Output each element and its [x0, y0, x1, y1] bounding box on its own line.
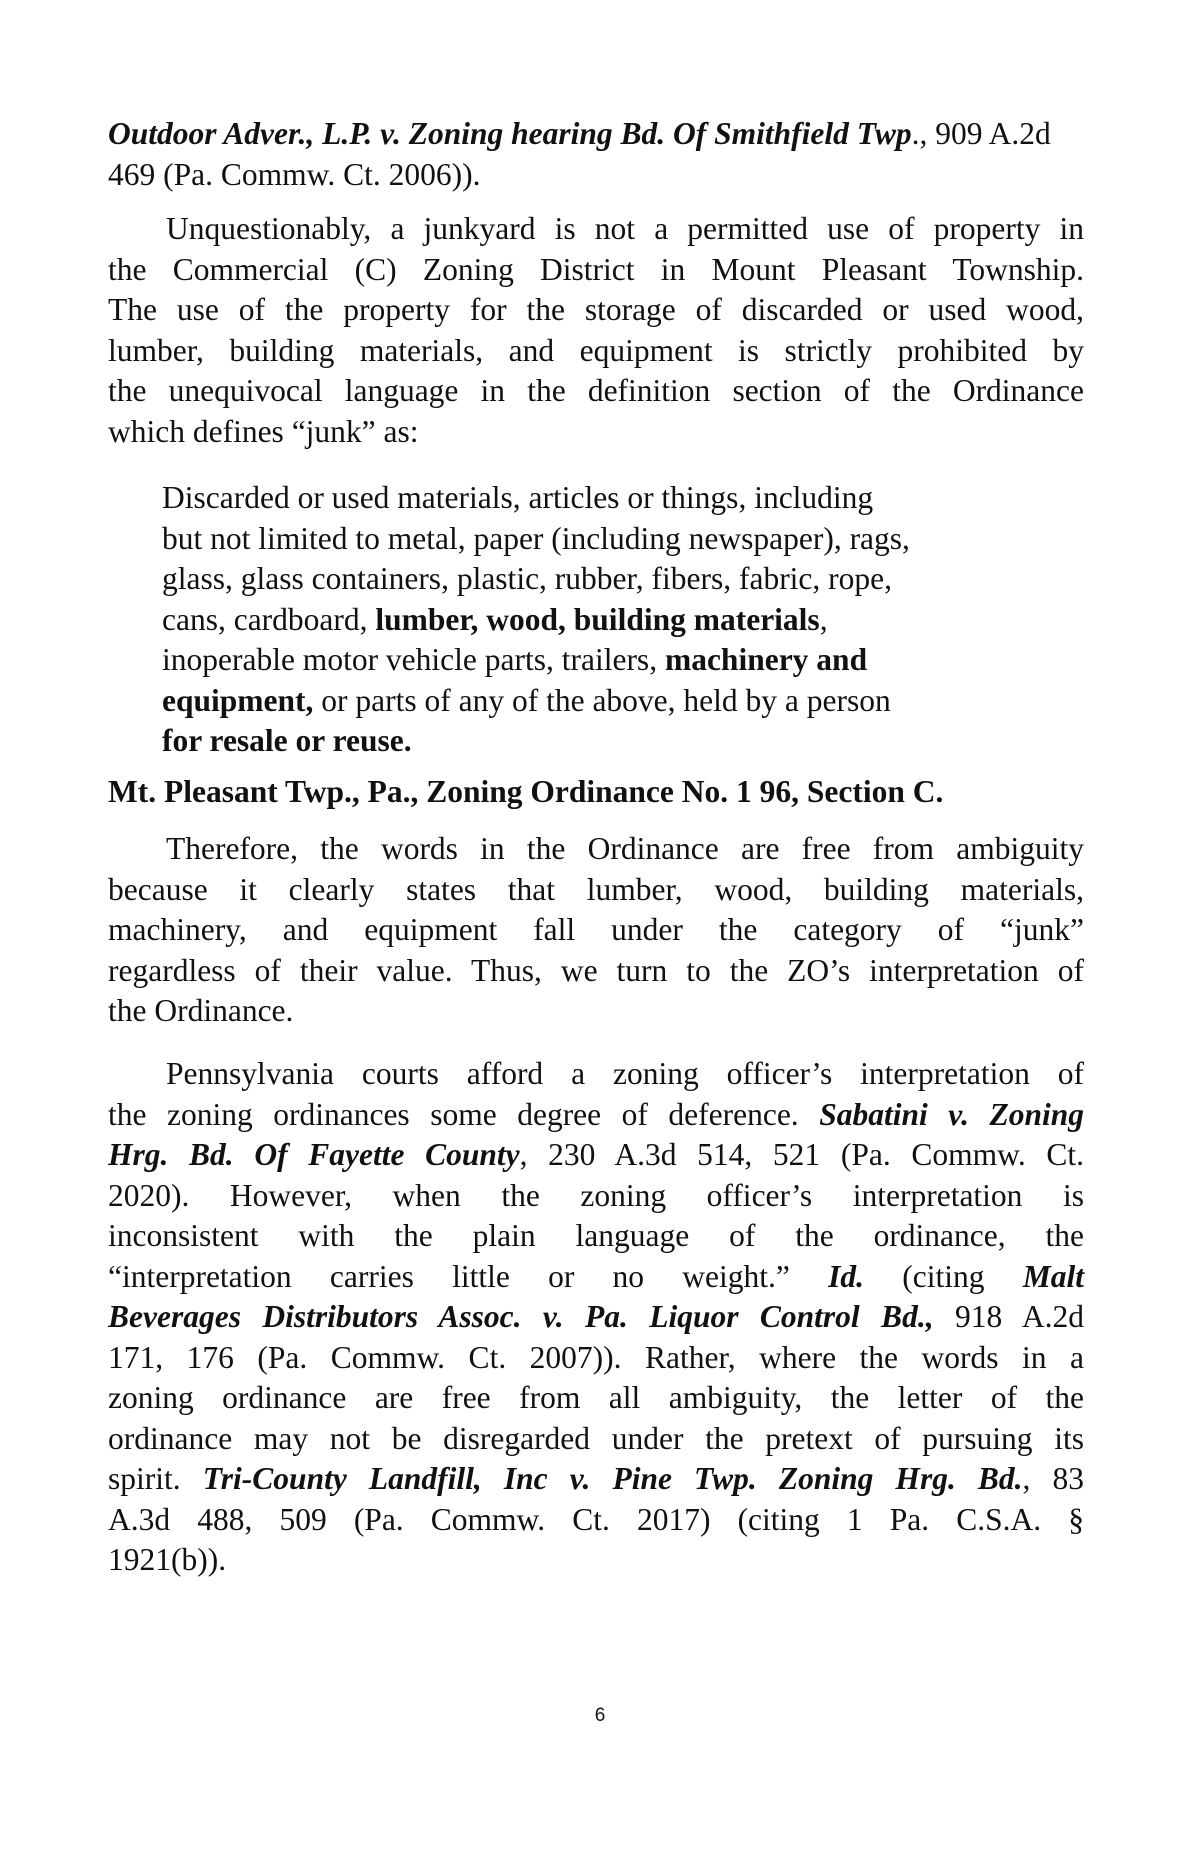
citation-tail: ., 909 A.2d 469 (Pa. Commw. Ct. 2006)). — [108, 116, 1051, 192]
paragraph-citation-continuation — [108, 114, 1084, 195]
text-line: “interpretation carries little or no weight.” Id. (citing Malt — [108, 1258, 1084, 1294]
paragraph-pennsylvania-courts — [108, 1054, 1084, 1581]
text-line: Therefore, the words in the Ordinance are free from ambiguity — [166, 831, 1084, 866]
text-line: ordinance may not be disregarded under the pretext of pursuing its — [108, 1420, 1084, 1456]
case-name: Tri-County Landfill, Inc v. Pine Twp. Zoning Hrg. Bd. — [202, 1461, 1023, 1496]
case-name: Beverages Distributors Assoc. v. Pa. Liquor Control Bd., — [108, 1299, 934, 1334]
text-line: 1921(b)). — [108, 1542, 227, 1577]
block-quote-definition — [162, 478, 1022, 762]
text-line: Pennsylvania courts afford a zoning officer’s interpretation of — [166, 1056, 1084, 1091]
text-line: inconsistent with the plain language of the ordinance, the — [108, 1218, 1084, 1253]
text-line: 171, 176 (Pa. Commw. Ct. 2007)). Rather, where the words in a — [108, 1339, 1084, 1375]
quote-line: but not limited to metal, paper (including newspaper), rags, — [162, 520, 910, 556]
text-line: machinery, and equipment fall under the category of “junk” — [108, 912, 1084, 947]
text-line: lumber, building materials, and equipment is strictly prohibited by — [108, 332, 1084, 368]
page-number: 6 — [594, 1705, 606, 1726]
text-line: the Ordinance. — [108, 993, 294, 1028]
case-name: Sabatini v. Zoning — [819, 1096, 1084, 1132]
quote-line: equipment, or parts of any of the above, held by a person — [162, 682, 891, 718]
case-name: Malt — [1022, 1258, 1084, 1294]
text-line: 2020). However, when the zoning officer’s interpretation is — [108, 1177, 1084, 1213]
quote-line: cans, cardboard, lumber, wood, building materials, — [162, 601, 828, 637]
text-line: A.3d 488, 509 (Pa. Commw. Ct. 2017) (citing 1 Pa. C.S.A. § — [108, 1501, 1084, 1537]
text-line: Hrg. Bd. Of Fayette County, 230 A.3d 514, 521 (Pa. Commw. Ct. — [108, 1137, 1084, 1172]
paragraph-junkyard — [108, 209, 1084, 452]
text-line: spirit. Tri-County Landfill, Inc v. Pine Twp. Zoning Hrg. Bd., 83 — [108, 1461, 1085, 1496]
quote-line: glass, glass containers, plastic, rubber, fibers, fabric, rope, — [162, 561, 893, 596]
text-line: Unquestionably, a junkyard is not a permitted use of property in — [166, 211, 1084, 246]
quote-line: inoperable motor vehicle parts, trailers, machinery and — [162, 642, 868, 677]
text-line: the unequivocal language in the definition section of the Ordinance — [108, 373, 1084, 408]
text-line: which defines “junk” as: — [108, 413, 419, 449]
text-line: zoning ordinance are free from all ambiguity, the letter of the — [108, 1380, 1084, 1415]
case-name: Outdoor Adver., L.P. v. Zoning hearing Bd. Of Smithfield Twp — [108, 116, 912, 151]
ordinance-citation: Mt. Pleasant Twp., Pa., Zoning Ordinance No. 1 96, Section C. — [108, 774, 944, 809]
text-line: the zoning ordinances some degree of deference. Sabatini v. Zoning — [108, 1096, 1084, 1132]
text-line: the Commercial (C) Zoning District in Mount Pleasant Township. — [108, 251, 1084, 287]
text-line: regardless of their value. Thus, we turn to the ZO’s interpretation of — [108, 952, 1084, 988]
paragraph-therefore — [108, 829, 1084, 1032]
quote-line: for resale or reuse. — [162, 723, 412, 758]
text-line: Beverages Distributors Assoc. v. Pa. Liquor Control Bd., 918 A.2d — [108, 1299, 1084, 1334]
quote-line: Discarded or used materials, articles or things, including — [162, 480, 874, 515]
case-name: Hrg. Bd. Of Fayette County — [108, 1137, 520, 1172]
text-line: The use of the property for the storage of discarded or used wood, — [108, 292, 1084, 327]
text-line: because it clearly states that lumber, wood, building materials, — [108, 871, 1084, 907]
